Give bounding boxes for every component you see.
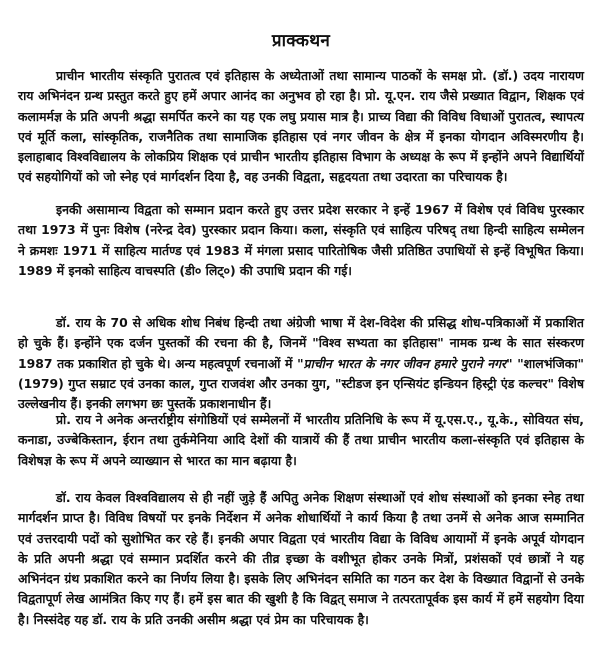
page-title: प्राक्कथन <box>271 31 331 51</box>
paragraph-international-travels: प्रो. राय ने अनेक अन्तर्राष्ट्रीय संगोष्ठियों एवं सम्मेलनों में भारतीय प्रतिनिधि के रूप में यू.एस.ए., यू.के., सोवियत संघ, कनाडा, उज्बेकिस्तान, ईरान तथा तुर्कमेनिया आदि देशों की यात्रायें की हैं तथा प्राचीन भारतीय कला-संस्कृति एवं इतिहास के विशेषज्ञ के रूप में अपने व्याख्यान से भारत का मान बढ़ाया है। <box>18 412 584 468</box>
paragraph-publications <box>18 313 584 414</box>
paragraph-awards: इनकी असामान्य विद्वता को सम्मान प्रदान करते हुए उत्तर प्रदेश सरकार ने इन्हें 1967 में विशेष एवं विविध पुरस्कार तथा 1973 में पुनः विशेष (नरेन्द्र देव) पुरस्कार प्रदान किया। कला, संस्कृति एवं साहित्य परिषद् तथा हिन्दी साहित्य सम्मेलन ने क्रमशः 1971 में साहित्य मार्तण्ड एवं 1983 में मंगला प्रसाद पारितोषिक जैसी प्रतिष्ठित उपाधियों से इन्हें विभूषित किया। 1989 में इनको साहित्य वाचस्पति (डी० लिट्०) की उपाधि प्रदान की गई। <box>18 202 584 278</box>
publications-italic-title: प्राचीन भारत के नगर जीवन हमारे पुराने नगर <box>303 355 507 371</box>
publications-text-end: " "शालभंजिका" (1979) गुप्त सम्राट एवं उनका काल, गुप्त राजवंश और उनका युग, "स्टीडज इन एन्सियंट इन्डियन हिस्ट्री एंड कल्चर" विशेष उल्लेखनीय हैं। इनकी लगभग छः पुस्तकें प्रकाशनाधीन हैं। <box>18 355 584 412</box>
paragraph-felicitation: डॉ. राय केवल विश्वविद्यालय से ही नहीं जुड़े हैं अपितु अनेक शिक्षण संस्थाओं एवं शोध संस्थाओं को इनका स्नेह तथा मार्गदर्शन प्राप्त है। विविध विषयों पर इनके निर्देशन में अनेक शोधार्थियों ने कार्य किया है तथा उनमें से अनेक आज सम्मानित एवं उत्तरदायी पदों को सुशोभित कर रहे हैं। इनकी अपार विद्वता एवं भारतीय विद्या के विविध आयामों में इनके अपूर्व योगदान के प्रति अपनी श्रद्धा एवं सम्मान प्रदर्शित करने की तीव्र इच्छा के वशीभूत होकर उनके मित्रों, प्रशंसकों एवं छात्रों ने यह अभिनंदन ग्रंथ प्रकाशित करने का निर्णय लिया है। इसके लिए अभिनंदन समिति का गठन कर देश के विख्यात विद्वानों से उनके विद्वतापूर्ण लेख आमंत्रित किए गए हैं। हमें इस बात की खुशी है कि विद्वत् समाज ने तत्परतापूर्वक इस कार्य में हमें सहयोग दिया है। निस्संदेह यह डॉ. राय के प्रति उनकी असीम श्रद्धा एवं प्रेम का परिचायक है। <box>18 490 584 627</box>
publications-text-start: डॉ. राय के 70 से अधिक शोध निबंध हिन्दी तथा अंग्रेजी भाषा में देश-विदेश की प्रसिद्ध शोध-पत्रिकाओं में प्रकाशित हो चुके हैं। इन्होंने एक दर्जन पुस्तकों की रचना की है, जिनमें "विश्व सभ्यता का इतिहास" नामक ग्रन्थ के सात संस्करण 1987 तक प्रकाशित हो चुके थे। अन्य महत्वपूर्ण रचनाओं में " <box>18 315 584 371</box>
paragraph-introduction: प्राचीन भारतीय संस्कृति पुरातत्व एवं इतिहास के अध्येताओं तथा सामान्य पाठकों के समक्ष प्रो. (डॉ.) उदय नारायण राय अभिनंदन ग्रन्थ प्रस्तुत करते हुए हमें अपार आनंद का अनुभव हो रहा है। प्रो. यू.एन. राय जैसे प्रख्यात विद्वान, शिक्षक एवं कलामर्मज्ञ के प्रति अपनी श्रद्धा समर्पित करने का यह एक लघु प्रयास मात्र है। प्राच्य विद्या की विविध विधाओं पुरातत्व, स्थापत्य एवं मूर्ति कला, सांस्कृतिक, राजनैतिक तथा सामाजिक इतिहास एवं नगर जीवन के क्षेत्र में इनका योगदान अविस्मरणीय है। इलाहाबाद विश्वविद्यालय के लोकप्रिय शिक्षक एवं प्राचीन भारतीय इतिहास विभाग के अध्यक्ष के रूप में इन्होंने अपने विद्यार्थियों एवं सहयोगियों को जो स्नेह एवं मार्गदर्शन दिया है, वह उनकी विद्वता, सहृदयता तथा उदारता का परिचायक है। <box>18 68 584 185</box>
